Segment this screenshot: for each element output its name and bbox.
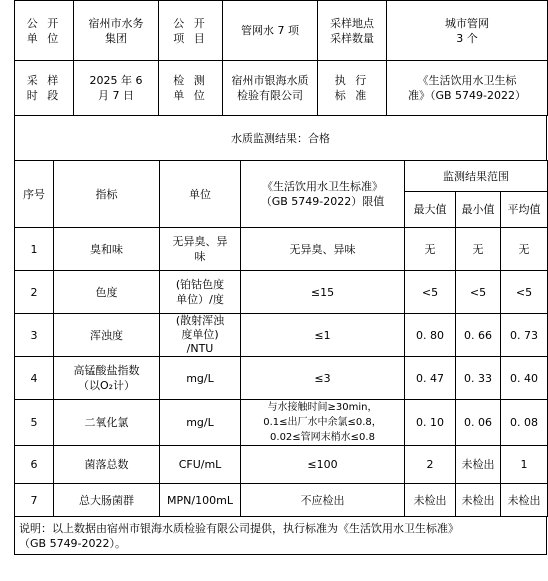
- cell-max: 2: [405, 446, 456, 484]
- cell-unit: MPN/100mL: [160, 484, 241, 517]
- cell-unit: CFU/mL: [160, 446, 241, 484]
- table-row: [15, 484, 548, 517]
- cell-seq: 1: [15, 228, 54, 271]
- cell-max: 未检出: [405, 484, 456, 517]
- cell-unit: mg/L: [160, 400, 241, 446]
- cell-avg: <5: [501, 271, 548, 314]
- cell-min: 0. 33: [456, 357, 501, 400]
- cell-avg: 未检出: [501, 484, 548, 517]
- result-title-table: [14, 115, 547, 161]
- cell-unit: mg/L: [160, 357, 241, 400]
- cell-max: <5: [405, 271, 456, 314]
- cell-min: 未检出: [456, 484, 501, 517]
- public-item-label: 公 开 项 目: [159, 1, 223, 61]
- cell-indicator: 菌落总数: [54, 446, 160, 484]
- cell-seq: 3: [15, 314, 54, 357]
- header-limit: 《生活饮用水卫生标准》 （GB 5749-2022）限值: [241, 161, 405, 228]
- sampling-time-value: 2025 年 6 月 7 日: [74, 61, 159, 116]
- cell-avg: 无: [501, 228, 548, 271]
- table-row: [15, 357, 548, 400]
- results-table: [14, 160, 548, 517]
- header-avg: 平均值: [501, 192, 548, 228]
- cell-seq: 5: [15, 400, 54, 446]
- cell-min: 未检出: [456, 446, 501, 484]
- standard-value: 《生活饮用水卫生标 准》（GB 5749-2022）: [387, 61, 548, 116]
- table-row: [15, 400, 548, 446]
- cell-limit: ≤1: [241, 314, 405, 357]
- table-row: [15, 271, 548, 314]
- cell-max: 0. 47: [405, 357, 456, 400]
- info-row-1: [15, 1, 548, 61]
- header-range: 监测结果范围: [405, 161, 548, 192]
- table-row: [15, 314, 548, 357]
- cell-limit: ≤3: [241, 357, 405, 400]
- cell-indicator: 色度: [54, 271, 160, 314]
- cell-avg: 0. 08: [501, 400, 548, 446]
- cell-seq: 2: [15, 271, 54, 314]
- cell-seq: 7: [15, 484, 54, 517]
- report-info-table: [14, 0, 548, 116]
- sampling-location-value: 城市管网 3 个: [387, 1, 548, 61]
- public-unit-label: 公 开 单 位: [15, 1, 74, 61]
- cell-limit: ≤100: [241, 446, 405, 484]
- public-unit-value: 宿州市水务 集团: [74, 1, 159, 61]
- header-unit: 单位: [160, 161, 241, 228]
- cell-seq: 4: [15, 357, 54, 400]
- info-row-2: [15, 61, 548, 116]
- cell-indicator: 臭和味: [54, 228, 160, 271]
- cell-seq: 6: [15, 446, 54, 484]
- sampling-location-label: 采样地点 采样数量: [318, 1, 387, 61]
- testing-unit-value: 宿州市银海水质 检验有限公司: [223, 61, 318, 116]
- cell-max: 无: [405, 228, 456, 271]
- header-max: 最大值: [405, 192, 456, 228]
- cell-avg: 0. 73: [501, 314, 548, 357]
- sampling-time-label: 采 样 时 段: [15, 61, 74, 116]
- table-row: [15, 446, 548, 484]
- cell-indicator: 浑浊度: [54, 314, 160, 357]
- cell-unit: (铂钴色度 单位）/度: [160, 271, 241, 314]
- header-min: 最小值: [456, 192, 501, 228]
- cell-unit: (散射浑浊 度单位) /NTU: [160, 314, 241, 357]
- cell-unit: 无异臭、异 味: [160, 228, 241, 271]
- cell-limit: 无异臭、异味: [241, 228, 405, 271]
- cell-indicator: 总大肠菌群: [54, 484, 160, 517]
- cell-limit: 不应检出: [241, 484, 405, 517]
- cell-indicator: 高锰酸盐指数 （以O₂计）: [54, 357, 160, 400]
- cell-indicator: 二氧化氯: [54, 400, 160, 446]
- header-row-1: [15, 161, 548, 192]
- cell-avg: 1: [501, 446, 548, 484]
- cell-avg: 0. 40: [501, 357, 548, 400]
- standard-label: 执 行 标 准: [318, 61, 387, 116]
- result-title: 水质监测结果：合格: [15, 116, 547, 161]
- table-row: [15, 228, 548, 271]
- cell-min: 无: [456, 228, 501, 271]
- cell-limit: 与水接触时间≥30min， 0.1≤出厂水中余氯≤0.8， 0.02≤管网末梢水≤0.8: [241, 400, 405, 446]
- public-item-value: 管网水 7 项: [223, 1, 318, 61]
- cell-min: 0. 66: [456, 314, 501, 357]
- cell-min: <5: [456, 271, 501, 314]
- cell-min: 0. 06: [456, 400, 501, 446]
- cell-max: 0. 80: [405, 314, 456, 357]
- testing-unit-label: 检 测 单 位: [159, 61, 223, 116]
- report-note: 说明：以上数据由宿州市银海水质检验有限公司提供，执行标准为《生活饮用水卫生标准》 （GB 5749-2022）。: [15, 517, 547, 555]
- header-seq: 序号: [15, 161, 54, 228]
- cell-max: 0. 10: [405, 400, 456, 446]
- cell-limit: ≤15: [241, 271, 405, 314]
- note-table: [14, 516, 547, 555]
- water-quality-report: [14, 0, 547, 555]
- header-indicator: 指标: [54, 161, 160, 228]
